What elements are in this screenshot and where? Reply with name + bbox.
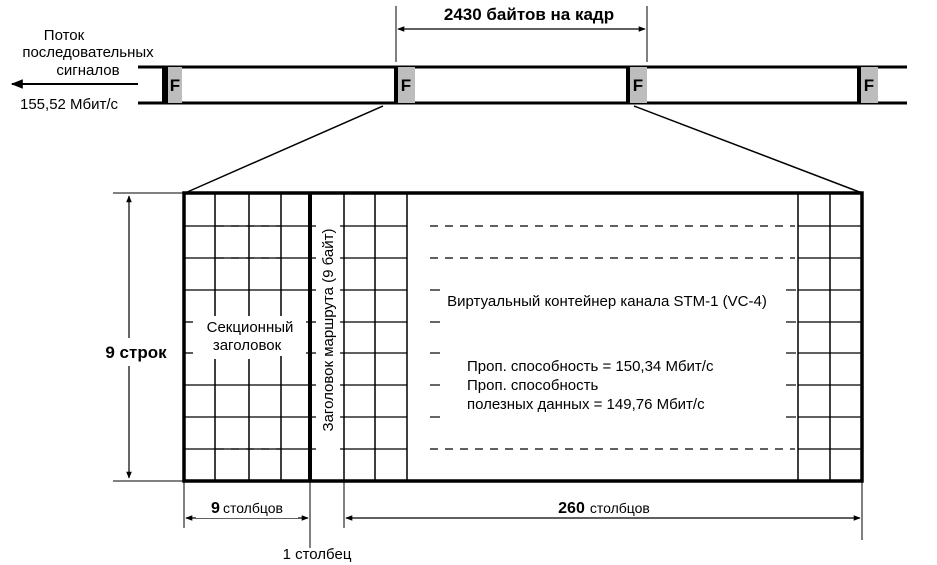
overhead-columns-number: 9 — [211, 500, 220, 517]
payload-columns-number: 260 — [558, 500, 585, 517]
stream-label-line-2: последовательных — [22, 44, 154, 61]
path-column-label: 1 столбец — [282, 546, 352, 563]
frame-marker-label: F — [863, 76, 875, 95]
frame-marker-label: F — [632, 76, 644, 95]
zoom-line-right — [634, 106, 862, 193]
overhead-columns-word: столбцов — [222, 500, 283, 516]
vc4-title: Виртуальный контейнер канала STM-1 (VC-4) — [447, 293, 767, 310]
rows-dimension — [96, 193, 184, 481]
section-overhead-label-line-1: Секционный — [206, 319, 294, 336]
columns-dimension — [184, 481, 862, 563]
stream-rate-label: 155,52 Мбит/с — [20, 96, 119, 113]
zoom-line-left — [185, 106, 383, 193]
section-overhead-label-line-2: заголовок — [212, 337, 282, 354]
capacity-line-1: Проп. способность = 150,34 Мбит/с — [467, 358, 714, 375]
frame-size-label: 2430 байтов на кадр — [443, 5, 615, 24]
capacity-line-3: полезных данных = 149,76 Мбит/с — [467, 396, 705, 413]
serial-stream — [12, 27, 907, 113]
rows-label: 9 строк — [105, 343, 167, 362]
stream-label-line-1: Поток — [43, 27, 85, 44]
frame-marker-label: F — [169, 76, 181, 95]
frame-marker-4 — [857, 67, 878, 103]
payload-columns-label — [558, 500, 650, 517]
payload-columns-word: столбцов — [589, 500, 650, 516]
frame-marker-3 — [626, 67, 647, 103]
frame-size-dimension — [396, 5, 647, 62]
path-overhead-label: Заголовок маршрута (9 байт) — [320, 228, 337, 432]
stream-label-line-3: сигналов — [56, 62, 120, 79]
frame-marker-2 — [394, 67, 415, 103]
grid-column-lines — [212, 193, 830, 481]
capacity-line-2: Проп. способность — [467, 377, 599, 394]
stm1-frame-grid — [184, 193, 862, 481]
frame-marker-1 — [162, 67, 182, 103]
frame-marker-label: F — [400, 76, 412, 95]
